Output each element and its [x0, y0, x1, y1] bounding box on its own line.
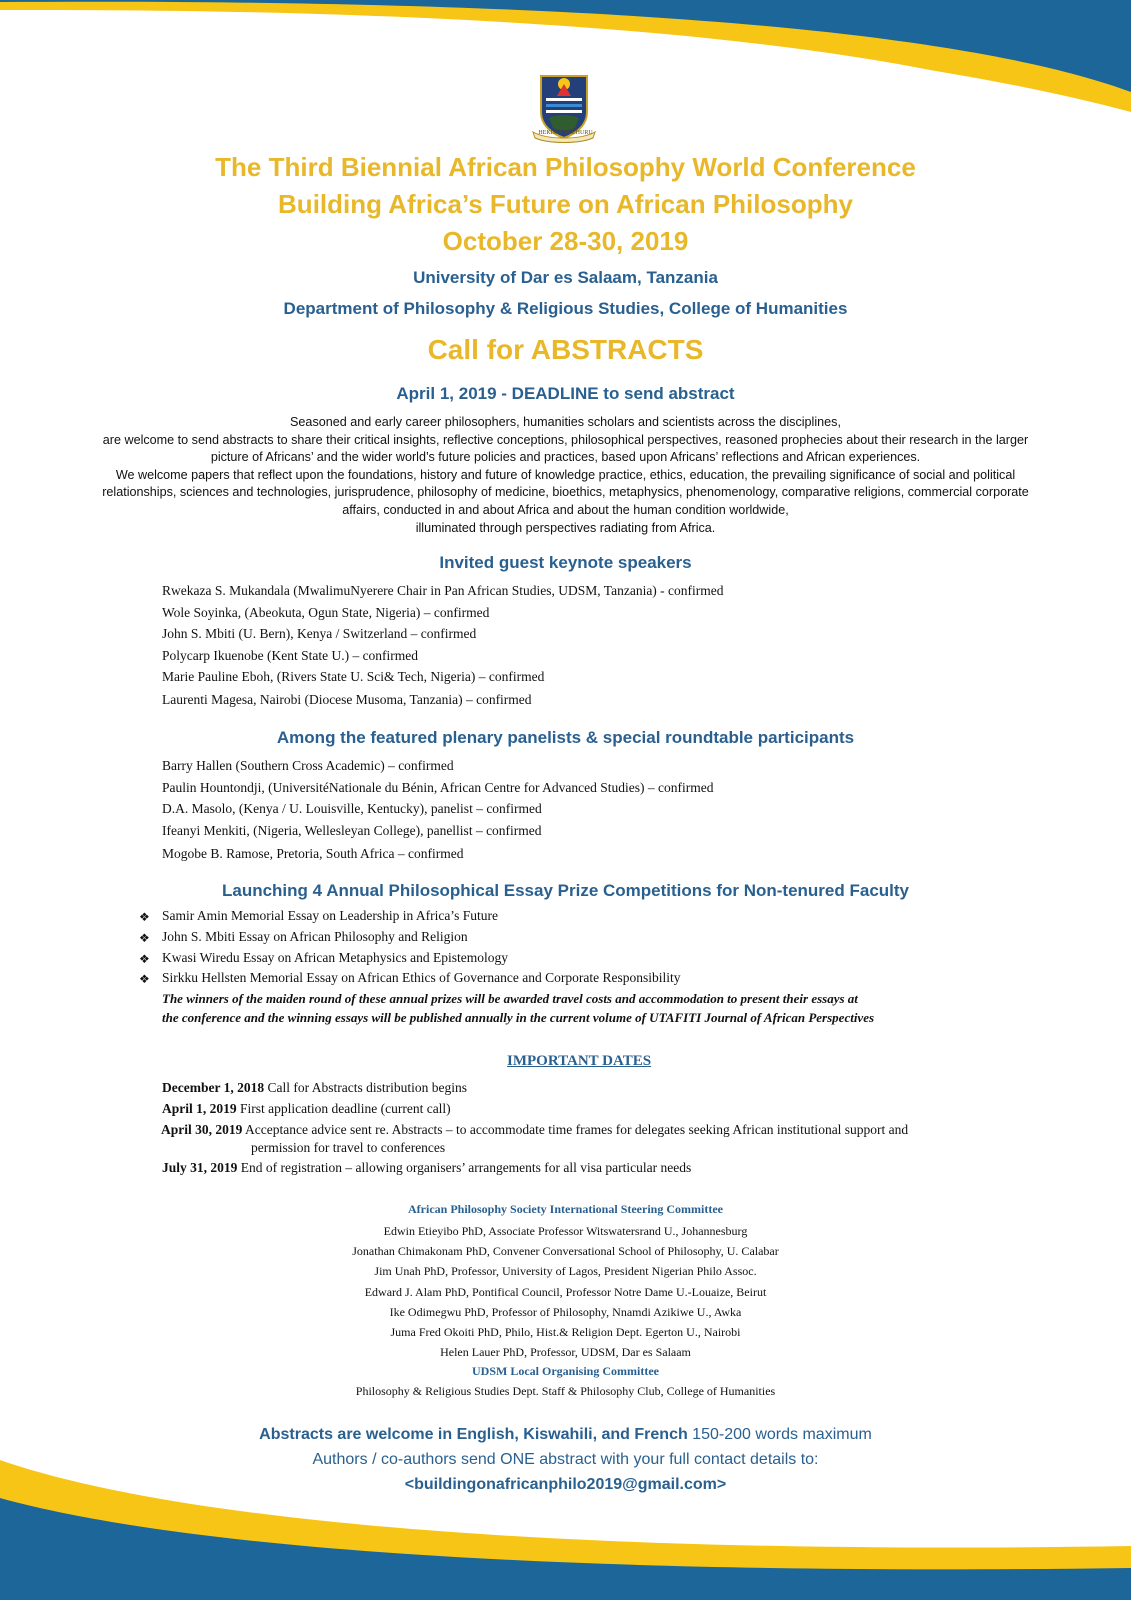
committee-heading: African Philosophy Society International Steering Committee	[408, 1202, 723, 1216]
date-label: April 1, 2019	[162, 1101, 237, 1116]
prize-note: The winners of the maiden round of these annual prizes will be awarded travel costs and accommodation to present their essays at	[162, 991, 858, 1006]
local-committee-text: Philosophy & Religious Studies Dept. Staff & Philosophy Club, College of Humanities	[355, 1384, 776, 1398]
panelist-item: Barry Hallen (Southern Cross Academic) – confirmed	[162, 758, 454, 773]
call-line: Seasoned and early career philosophers, humanities scholars and scientists across the disciplines,	[290, 415, 841, 429]
bullet-icon: ❖	[139, 910, 150, 924]
date-row	[162, 1160, 691, 1176]
deadline-heading: April 1, 2019 - DEADLINE to send abstract	[396, 384, 735, 403]
committee-member: Ike Odimegwu PhD, Professor of Philosophy, Nnamdi Azikiwe U., Awka	[389, 1304, 742, 1319]
call-description	[0, 414, 1131, 537]
bullet-icon: ❖	[139, 931, 150, 945]
call-title: Call for ABSTRACTS	[427, 334, 704, 365]
prize-item: Samir Amin Memorial Essay on Leadership in Africa’s Future	[162, 908, 498, 923]
logo-motto: HEKIMA NI UHURU	[538, 130, 593, 136]
languages-line	[0, 1426, 1131, 1444]
committee-member: Juma Fred Okoiti PhD, Philo, Hist.& Religion Dept. Egerton U., Nairobi	[390, 1325, 741, 1340]
call-line: We welcome papers that reflect upon the foundations, history and future of knowledge practice, ethics, education, the prevailing significance of social and political	[115, 467, 1016, 482]
committee-member: Edwin Etieyibo PhD, Associate Professor Witswatersrand U., Johannesburg	[383, 1224, 748, 1238]
date-row	[161, 1122, 908, 1138]
keynote-item: Polycarp Ikuenobe (Kent State U.) – confirmed	[162, 648, 419, 663]
call-line: affairs, conducted in and about Africa and about the human condition worldwide,	[342, 502, 789, 517]
department-name: Department of Philosophy & Religious Studies, College of Humanities	[283, 299, 848, 318]
bullet-icon: ❖	[139, 952, 150, 966]
authors-line: Authors / co-authors send ONE abstract with your full contact details to:	[312, 1451, 819, 1468]
conference-subtitle: Building Africa’s Future on African Philosophy	[278, 189, 853, 219]
committee-member: Jonathan Chimakonam PhD, Convener Conversational School of Philosophy, U. Calabar	[352, 1244, 779, 1259]
committee-members	[0, 1221, 1131, 1362]
date-text: Call for Abstracts distribution begins	[267, 1080, 467, 1095]
call-line: are welcome to send abstracts to share their critical insights, reflective conceptions, philosophical perspectives, reasoned prophecies about their research in the larger	[102, 432, 1029, 447]
call-line: picture of Africans’ and the wider world’s future policies and practices, based upon Africans’ reflections and African experiences.	[210, 450, 921, 465]
date-text: First application deadline (current call)	[240, 1101, 451, 1116]
date-text: Acceptance advice sent re. Abstracts – to accommodate time frames for delegates seeking African institutional support and	[245, 1122, 909, 1137]
keynote-item: Rwekaza S. Mukandala (MwalimuNyerere Chair in Pan African Studies, UDSM, Tanzania) - confirmed	[162, 583, 724, 598]
conference-title: The Third Biennial African Philosophy World Conference	[215, 152, 916, 182]
date-label: December 1, 2018	[162, 1080, 265, 1095]
prize-note: the conference and the winning essays will be published annually in the current volume of UTAFITI Journal of African Perspectives	[162, 1010, 875, 1025]
date-label: April 30, 2019	[161, 1122, 243, 1137]
date-text-continued: permission for travel to conferences	[251, 1140, 446, 1155]
prize-item: Kwasi Wiredu Essay on African Metaphysics and Epistemology	[162, 950, 509, 965]
keynote-item: Laurenti Magesa, Nairobi (Diocese Musoma, Tanzania) – confirmed	[162, 692, 532, 707]
university-name: University of Dar es Salaam, Tanzania	[413, 268, 718, 287]
panelist-item: Paulin Hountondji, (UniversitéNationale du Bénin, African Centre for Advanced Studies) – confirmed	[162, 780, 714, 795]
call-line: relationships, sciences and technologies, jurisprudence, philosophy of medicine, bioethics, metaphysics, phenomenology, comparative religions, commercial corporate	[102, 485, 1029, 500]
languages-bold: Abstracts are welcome in English, Kiswahili, and French	[259, 1426, 688, 1443]
panelist-item: D.A. Masolo, (Kenya / U. Louisville, Kentucky), panelist – confirmed	[162, 801, 542, 816]
local-committee-heading: UDSM Local Organising Committee	[472, 1364, 659, 1378]
bullet-icon: ❖	[139, 972, 150, 986]
conference-date: October 28-30, 2019	[442, 226, 689, 256]
keynote-item: Marie Pauline Eboh, (Rivers State U. Sci& Tech, Nigeria) – confirmed	[162, 669, 545, 684]
date-text: End of registration – allowing organisers’ arrangements for all visa particular needs	[240, 1160, 692, 1175]
committee-member: Jim Unah PhD, Professor, University of Lagos, President Nigerian Philo Assoc.	[374, 1264, 757, 1279]
contact-email[interactable]: <buildingonafricanphilo2019@gmail.com>	[404, 1476, 727, 1493]
important-dates-heading: IMPORTANT DATES	[507, 1053, 652, 1069]
bottom-wave-banner	[0, 1460, 1131, 1600]
prizes-heading: Launching 4 Annual Philosophical Essay Prize Competitions for Non-tenured Faculty	[221, 881, 909, 900]
prize-item: Sirkku Hellsten Memorial Essay on African Ethics of Governance and Corporate Responsibility	[162, 970, 681, 985]
date-row	[162, 1080, 467, 1096]
date-label: July 31, 2019	[162, 1160, 238, 1175]
prize-item: John S. Mbiti Essay on African Philosophy and Religion	[162, 929, 468, 944]
panelist-item: Mogobe B. Ramose, Pretoria, South Africa – confirmed	[162, 846, 464, 861]
word-limit: 150-200 words maximum	[687, 1426, 872, 1443]
committee-member: Helen Lauer PhD, Professor, UDSM, Dar es Salaam	[440, 1345, 691, 1360]
keynotes-heading: Invited guest keynote speakers	[439, 553, 692, 572]
panelist-item: Ifeanyi Menkiti, (Nigeria, Wellesleyan College), panellist – confirmed	[162, 823, 542, 838]
committee-member: Edward J. Alam PhD, Pontifical Council, Professor Notre Dame U.-Louaize, Beirut	[364, 1284, 767, 1299]
call-line: illuminated through perspectives radiating from Africa.	[415, 520, 716, 535]
keynote-item: Wole Soyinka, (Abeokuta, Ogun State, Nigeria) – confirmed	[162, 605, 490, 620]
date-row	[162, 1101, 451, 1117]
panelists-heading: Among the featured plenary panelists & special roundtable participants	[276, 728, 855, 747]
keynote-item: John S. Mbiti (U. Bern), Kenya / Switzerland – confirmed	[162, 626, 477, 641]
